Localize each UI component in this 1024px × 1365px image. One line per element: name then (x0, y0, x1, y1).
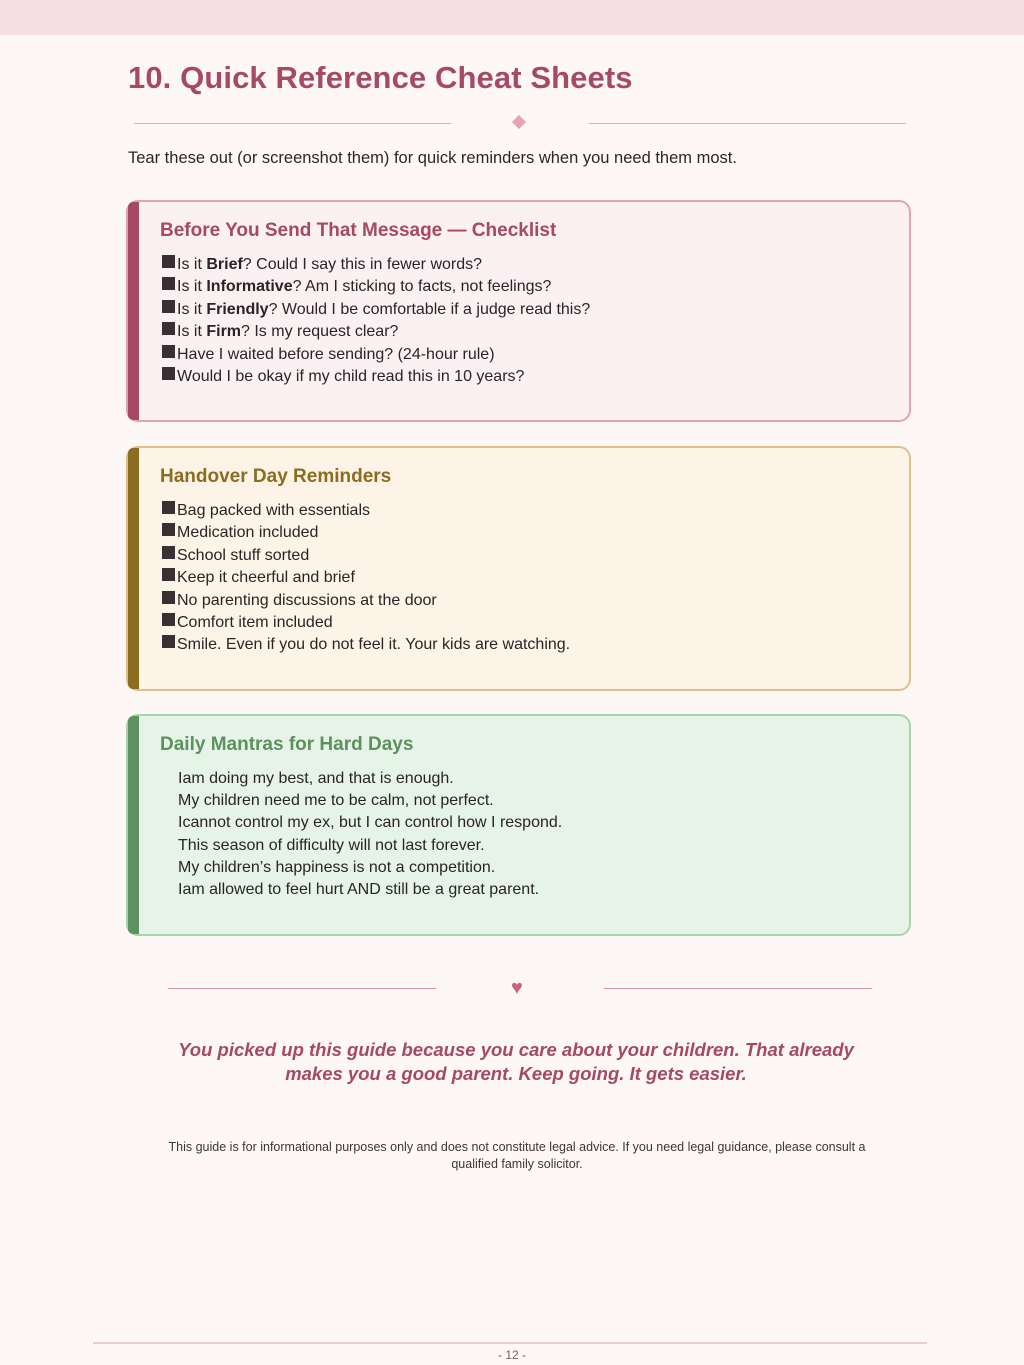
checkbox-icon (162, 523, 175, 536)
top-band (0, 0, 1024, 35)
handover-card (126, 446, 911, 691)
checkbox-icon (162, 568, 175, 581)
handover-item: Bag packed with essentials (162, 500, 570, 522)
page-title: 10. Quick Reference Cheat Sheets (128, 60, 633, 95)
footer-line (93, 1342, 927, 1344)
checkbox-icon (162, 367, 175, 380)
mantra-item: Iam allowed to feel hurt AND still be a great parent. (178, 880, 540, 898)
mantras-card (126, 714, 911, 936)
checklist-item: Would I be okay if my child read this in 10 years? (162, 366, 590, 388)
handover-list (162, 500, 570, 657)
mantras-list (178, 768, 562, 901)
checklist-item: Have I waited before sending? (24-hour rule) (162, 344, 590, 366)
mantra-item: My children’s happiness is not a competition. (178, 858, 496, 876)
heart-divider (168, 978, 872, 1000)
checkbox-icon (162, 501, 175, 514)
checklist-item: Is it Brief? Could I say this in fewer words? (162, 254, 590, 276)
checkbox-icon (162, 345, 175, 358)
checklist-item: Is it Informative? Am I sticking to facts, not feelings? (162, 276, 590, 298)
checkbox-icon (162, 613, 175, 626)
divider-line-right (589, 123, 906, 124)
intro-text: Tear these out (or screenshot them) for quick reminders when you need them most. (128, 149, 737, 167)
checkbox-icon (162, 546, 175, 559)
handover-item: Comfort item included (162, 612, 570, 634)
checkbox-icon (162, 277, 175, 290)
checkbox-icon (162, 322, 175, 335)
handover-item: Keep it cheerful and brief (162, 567, 570, 589)
handover-item: Medication included (162, 522, 570, 544)
checklist-item: Is it Friendly? Would I be comfortable if a judge read this? (162, 299, 590, 321)
checkbox-icon (162, 591, 175, 604)
checkbox-icon (162, 635, 175, 648)
checklist-title: Before You Send That Message — Checklist (160, 220, 557, 241)
mantra-item: My children need me to be calm, not perfect. (178, 792, 494, 810)
mantras-accent-bar (128, 716, 139, 934)
handover-title: Handover Day Reminders (160, 466, 392, 487)
handover-accent-bar (128, 448, 139, 689)
handover-item: Smile. Even if you do not feel it. Your kids are watching. (162, 634, 570, 656)
disclaimer-text: This guide is for informational purposes only and does not constitute legal advice. If you need legal guidance, please consult a qualified family solicitor. (168, 1140, 866, 1171)
mantra-item: This season of difficulty will not last forever. (178, 836, 485, 854)
page-number: - 12 - (497, 1348, 526, 1362)
diamond-icon (512, 115, 526, 129)
checklist-card (126, 200, 911, 422)
divider-line-right (604, 988, 872, 989)
divider-line-left (168, 988, 436, 989)
handover-item: School stuff sorted (162, 545, 570, 567)
title-divider (134, 114, 906, 134)
closing-message: You picked up this guide because you care about your children. That already makes you a good parent. Keep going. It gets easier. (178, 1039, 854, 1084)
mantra-item: Icannot control my ex, but I can control how I respond. (178, 814, 563, 832)
mantra-item: Iam doing my best, and that is enough. (178, 770, 454, 787)
handover-item: No parenting discussions at the door (162, 590, 570, 612)
checkbox-icon (162, 255, 175, 268)
checkbox-icon (162, 300, 175, 313)
checklist-item: Is it Firm? Is my request clear? (162, 321, 590, 343)
divider-line-left (134, 123, 451, 124)
heart-icon: ♥ (511, 977, 523, 999)
mantras-title: Daily Mantras for Hard Days (160, 734, 414, 755)
checklist-accent-bar (128, 202, 139, 420)
checklist-list (162, 254, 590, 388)
